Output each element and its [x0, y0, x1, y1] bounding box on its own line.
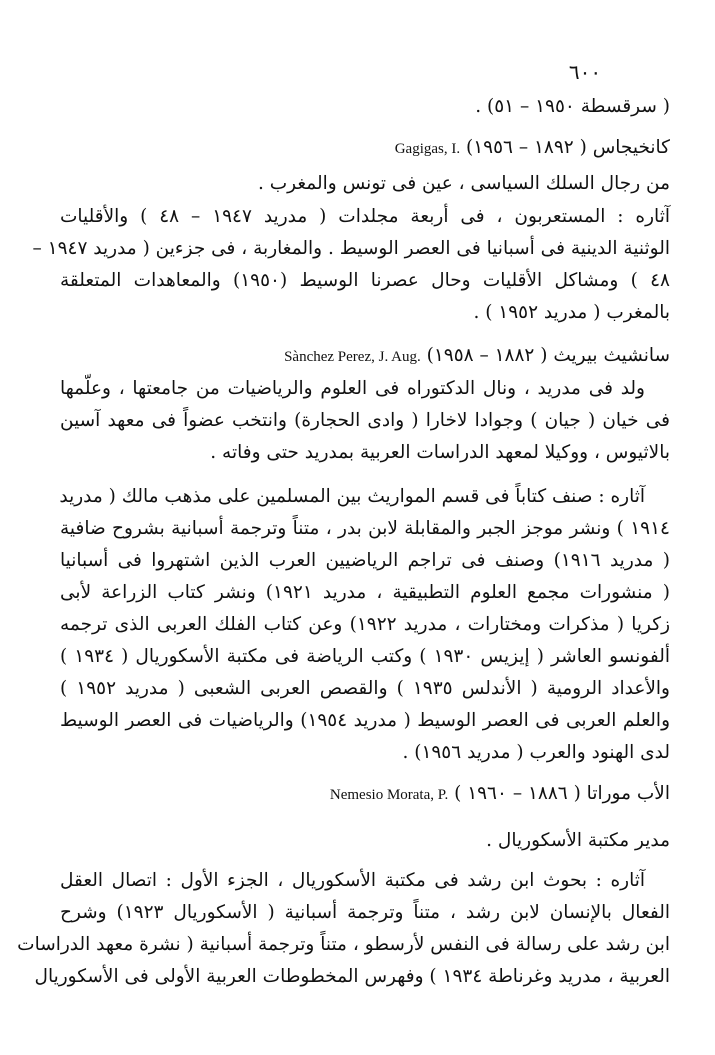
text-line: آثاره : بحوث ابن رشد فى مكتبة الأسكوريال ، الجزء الأول : اتصال العقل	[60, 870, 645, 891]
entry-heading: سانشيث بيريث ( ١٨٨٢ – ١٩٥٨) Sànchez Perez, J. Aug.	[284, 345, 670, 366]
text-line: الفعال بالإنسان لابن رشد ، متناً وترجمة أسبانية ( الأسكوريال ١٩٢٣) وشرح	[60, 902, 670, 923]
text-line: والأعداد الرومية ( الأندلس ١٩٣٥ ) والقصص العربى الشعبى ( مدريد ١٩٥٢ )	[60, 678, 670, 699]
text-line: آثاره : المستعربون ، فى أربعة مجلدات ( مدريد ١٩٤٧ – ٤٨ ) والأقليات	[60, 206, 670, 227]
text-line: الوثنية الدينية فى أسبانيا فى العصر الوسيط . والمغاربة ، فى جزءين ( مدريد ١٩٤٧ –	[32, 238, 670, 259]
text-line: والعلم العربى فى العصر الوسيط ( مدريد ١٩٥٤) والرياضيات فى العصر الوسيط	[60, 710, 671, 731]
latin-name: Gagigas, I.	[394, 141, 461, 157]
text-line: من رجال السلك السياسى ، عين فى تونس والمغرب .	[258, 173, 670, 194]
text-line: لدى الهنود والعرب ( مدريد ١٩٥٦) .	[402, 742, 670, 763]
text-line: ( منشورات مجمع العلوم التطبيقية ، مدريد ١٩٢١) ونشر كتاب الزراعة لأبى	[60, 582, 670, 603]
latin-name: Nemesio Morata, P.	[329, 787, 449, 803]
text-line: ( سرقسطة ١٩٥٠ – ٥١) .	[475, 96, 670, 117]
text-line: مدير مكتبة الأسكوريال .	[486, 830, 670, 851]
text-line: آثاره : صنف كتاباً فى قسم المواريث بين المسلمين على مذهب مالك ( مدريد	[59, 486, 645, 507]
text-line: العربية ، مدريد وغرناطة ١٩٣٤ ) وفهرس المخطوطات العربية الأولى فى الأسكوريال	[34, 966, 670, 987]
entry-heading: الأب موراتا ( ١٨٨٦ – ١٩٦٠ ) Nemesio Morata, P.	[329, 783, 670, 804]
text-line: فى خيان ( جيان ) وجوادا لاخارا ( وادى الحجارة) وانتخب عضواً فى معهد آسين	[60, 410, 670, 431]
text-line: ألفونسو العاشر ( إيزيس ١٩٣٠ ) وكتب الرياضة فى مكتبة الأسكوريال ( ١٩٣٤ )	[60, 646, 671, 667]
entry-heading: كانخيجاس ( ١٨٩٢ – ١٩٥٦) Gagigas, I.	[394, 137, 670, 158]
text-line: بالاثيوس ، ووكيلا لمعهد الدراسات العربية بمدريد حتى وفاته .	[210, 442, 670, 463]
page-number: ٦٠٠	[568, 60, 602, 84]
text-line: بالمغرب ( مدريد ١٩٥٢ ) .	[473, 302, 670, 323]
text-line: ولد فى مدريد ، ونال الدكتوراه فى العلوم والرياضيات من جامعتها ، وعلّمها	[60, 378, 645, 399]
latin-name: Sànchez Perez, J. Aug.	[284, 349, 421, 365]
text-line: ( مدريد ١٩١٦) وصنف فى تراجم الرياضيين العرب الذين اشتهروا فى أسبانيا	[60, 550, 670, 571]
text-line: ٤٨ ) ومشاكل الأقليات وحال عصرنا الوسيط (١٩٥٠) والمعاهدات المتعلقة	[60, 270, 670, 291]
text-line: زكريا ( مذكرات ومختارات ، مدريد ١٩٢٢) وعن كتاب الفلك العربى الذى ترجمه	[60, 614, 671, 635]
text-line: ابن رشد على رسالة فى النفس لأرسطو ، متناً وترجمة أسبانية ( نشرة معهد الدراسات	[17, 934, 670, 955]
text-line: ١٩١٤ ) ونشر موجز الجبر والمقابلة لابن بدر ، متناً وترجمة أسبانية بشروح ضافية	[60, 518, 670, 539]
